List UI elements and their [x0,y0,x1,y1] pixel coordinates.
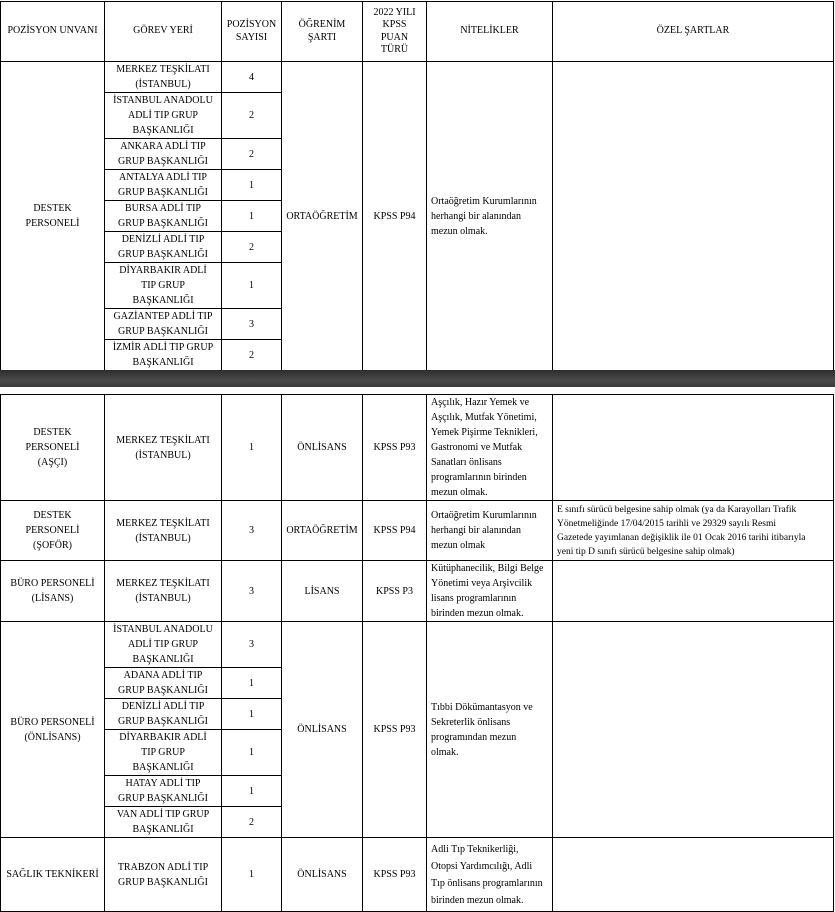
ozel-sartlar-cell [553,395,834,501]
gorev-yeri-cell: DİYARBAKIR ADLİ TIP GRUP BAŞKANLIĞI [105,263,222,309]
pozisyon-sayisi-cell: 1 [222,730,282,776]
nitelikler-cell: Kütüphanecilik, Bilgi Belge Yönetimi veya Arşivcilik lisans programlarının birinden mezun olmak. [427,561,553,622]
pozisyon-sayisi-cell: 1 [222,201,282,232]
pozisyon-sayisi-cell: 2 [222,340,282,371]
position-table-2 [0,394,834,912]
header-row [1,2,834,62]
pozisyon-sayisi-cell: 1 [222,699,282,730]
pozisyon-sayisi-cell: 2 [222,807,282,838]
pozisyon-sayisi-cell: 2 [222,232,282,263]
header-gorev-yeri: GÖREV YERİ [105,2,222,62]
header-pozisyon-unvani: POZİSYON UNVANI [1,2,105,62]
gorev-yeri-cell: ADANA ADLİ TIP GRUP BAŞKANLIĞI [105,668,222,699]
ozel-sartlar-cell [553,838,834,912]
gorev-yeri-cell: MERKEZ TEŞKİLATI (İSTANBUL) [105,501,222,561]
kpss-cell: KPSS P93 [363,838,427,912]
gorev-yeri-cell: ANTALYA ADLİ TIP GRUP BAŞKANLIĞI [105,170,222,201]
unvan-cell: BÜRO PERSONELİ (ÖNLİSANS) [1,622,105,838]
page-separator [0,370,835,387]
gorev-yeri-cell: MERKEZ TEŞKİLATI (İSTANBUL) [105,62,222,93]
pozisyon-sayisi-cell: 1 [222,838,282,912]
gorev-yeri-cell: ANKARA ADLİ TIP GRUP BAŞKANLIĞI [105,139,222,170]
gorev-yeri-cell: DENİZLİ ADLİ TIP GRUP BAŞKANLIĞI [105,699,222,730]
ozel-sartlar-cell [553,561,834,622]
gorev-yeri-cell: DİYARBAKIR ADLİ TIP GRUP BAŞKANLIĞI [105,730,222,776]
nitelikler-cell: Adli Tıp Teknikerliği, Otopsi Yardımcılığı, Adli Tıp önlisans programlarının birinden mezun olmak. [427,838,553,912]
header-pozisyon-sayisi: POZİSYON SAYISI [222,2,282,62]
pozisyon-sayisi-cell: 3 [222,561,282,622]
unvan-cell: DESTEK PERSONELİ (AŞÇI) [1,395,105,501]
table-row [1,838,834,912]
ozel-sartlar-cell: E sınıfı sürücü belgesine sahip olmak (ya da Karayolları Trafik Yönetmeliğinde 17/04/2015 tarihli ve 29329 sayılı Resmi Gazetede yayımlanan değişiklik ile 01 Ocak 2016 tarihi itibarıyla yeni tip D sınıfı sürücü belgesine sahip olmak) [553,501,834,561]
ogrenim-sarti-cell: ÖNLİSANS [282,838,363,912]
nitelikler-cell: Aşçılık, Hazır Yemek ve Aşçılık, Mutfak Yönetimi, Yemek Pişirme Teknikleri, Gastronomi ve Mutfak Sanatları önlisans programlarının birinden mezun olmak. [427,395,553,501]
table-row [1,395,834,501]
gorev-yeri-cell: İSTANBUL ANADOLU ADLİ TIP GRUP BAŞKANLIĞI [105,622,222,668]
kpss-cell: KPSS P94 [363,501,427,561]
unvan-destek-personeli: DESTEK PERSONELİ [1,62,105,371]
pozisyon-sayisi-cell: 2 [222,139,282,170]
gorev-yeri-cell: İSTANBUL ANADOLU ADLİ TIP GRUP BAŞKANLIĞI [105,93,222,139]
unvan-cell: DESTEK PERSONELİ (ŞOFÖR) [1,501,105,561]
gorev-yeri-cell: HATAY ADLİ TIP GRUP BAŞKANLIĞI [105,776,222,807]
gorev-yeri-cell: BURSA ADLİ TIP GRUP BAŞKANLIĞI [105,201,222,232]
pozisyon-sayisi-cell: 1 [222,263,282,309]
ozel-sartlar-cell [553,622,834,838]
ogrenim-sarti-cell: LİSANS [282,561,363,622]
ogrenim-sarti-cell: ORTAÖĞRETİM [282,62,363,371]
header-ogrenim-sarti: ÖĞRENİM ŞARTI [282,2,363,62]
table-row [1,622,834,668]
nitelikler-cell: Ortaöğretim Kurumlarının herhangi bir alanından mezun olmak [427,501,553,561]
pozisyon-sayisi-cell: 3 [222,622,282,668]
gorev-yeri-cell: GAZİANTEP ADLİ TIP GRUP BAŞKANLIĞI [105,309,222,340]
position-table-1 [0,1,834,371]
ogrenim-sarti-cell: ÖNLİSANS [282,395,363,501]
gorev-yeri-cell: MERKEZ TEŞKİLATI (İSTANBUL) [105,395,222,501]
pozisyon-sayisi-cell: 1 [222,668,282,699]
pozisyon-sayisi-cell: 1 [222,776,282,807]
ogrenim-sarti-cell: ORTAÖĞRETİM [282,501,363,561]
pozisyon-sayisi-cell: 3 [222,501,282,561]
pozisyon-sayisi-cell: 4 [222,62,282,93]
nitelikler-cell: Tıbbi Dökümantasyon ve Sekreterlik önlisans programından mezun olmak. [427,622,553,838]
nitelikler-cell: Ortaöğretim Kurumlarının herhangi bir alanından mezun olmak. [427,62,553,371]
unvan-cell: SAĞLIK TEKNİKERİ [1,838,105,912]
pozisyon-sayisi-cell: 1 [222,395,282,501]
header-nitelikler: NİTELİKLER [427,2,553,62]
pozisyon-sayisi-cell: 2 [222,93,282,139]
header-kpss-puan-turu: 2022 YILI KPSS PUAN TÜRÜ [363,2,427,62]
table-row [1,62,834,93]
table-row [1,561,834,622]
table-row [1,501,834,561]
gorev-yeri-cell: VAN ADLİ TIP GRUP BAŞKANLIĞI [105,807,222,838]
pozisyon-sayisi-cell: 3 [222,309,282,340]
unvan-cell: BÜRO PERSONELİ (LİSANS) [1,561,105,622]
kpss-cell: KPSS P93 [363,622,427,838]
ogrenim-sarti-cell: ÖNLİSANS [282,622,363,838]
kpss-cell: KPSS P94 [363,62,427,371]
gorev-yeri-cell: TRABZON ADLİ TIP GRUP BAŞKANLIĞI [105,838,222,912]
ozel-sartlar-cell [553,62,834,371]
gorev-yeri-cell: İZMİR ADLİ TIP GRUP BAŞKANLIĞI [105,340,222,371]
gorev-yeri-cell: DENİZLİ ADLİ TIP GRUP BAŞKANLIĞI [105,232,222,263]
header-ozel-sartlar: ÖZEL ŞARTLAR [553,2,834,62]
kpss-cell: KPSS P3 [363,561,427,622]
gorev-yeri-cell: MERKEZ TEŞKİLATI (İSTANBUL) [105,561,222,622]
kpss-cell: KPSS P93 [363,395,427,501]
pozisyon-sayisi-cell: 1 [222,170,282,201]
